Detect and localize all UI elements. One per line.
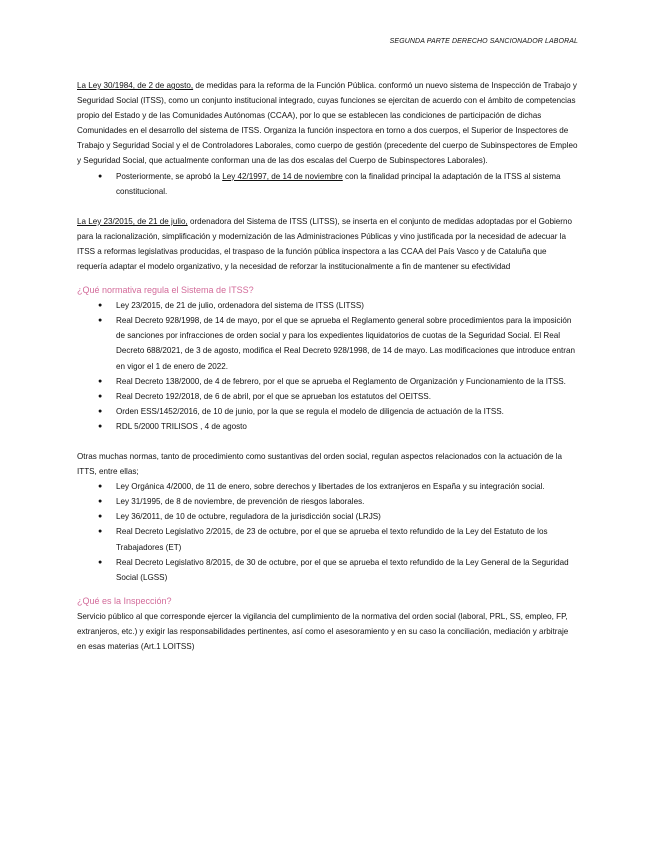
- list-item: ● Orden ESS/1452/2016, de 10 de junio, por la que se regula el modelo de diligencia de actuación de la ITSS.: [77, 404, 578, 419]
- list-item: ● Ley Orgánica 4/2000, de 11 de enero, sobre derechos y libertades de los extranjeros en España y su integración social.: [77, 479, 578, 494]
- running-header: SEGUNDA PARTE DERECHO SANCIONADOR LABORAL: [389, 38, 578, 45]
- paragraph-otras-normas: Otras muchas normas, tanto de procedimiento como sustantivas del orden social, regulan aspectos relacionados con la actuación de la ITTS, entre ellas;: [77, 451, 562, 477]
- list-item: ● Ley 36/2011, de 10 de octubre, reguladora de la jurisdicción social (LRJS): [77, 509, 578, 524]
- spacer: [77, 199, 578, 214]
- list-item-text: con la finalidad principal la adaptación de la ITSS al sistema constitucional.: [116, 171, 561, 196]
- list-item: ● RDL 5/2000 TRILISOS , 4 de agosto: [77, 419, 578, 434]
- law-reference: La Ley 23/2015, de 21 de julio,: [77, 216, 188, 226]
- section-heading-inspeccion: ¿Qué es la Inspección?: [77, 595, 172, 606]
- list-item: ● Ley 31/1995, de 8 de noviembre, de prevención de riesgos laborales.: [77, 494, 578, 509]
- law-reference: La Ley 30/1984, de 2 de agosto,: [77, 81, 194, 90]
- list-item: ● Ley 23/2015, de 21 de julio, ordenadora del sistema de ITSS (LITSS): [77, 298, 578, 313]
- law-reference: Ley 42/1997, de 14 de noviembre: [222, 171, 343, 181]
- otras-normas-list: [77, 479, 578, 585]
- list-item-text: Posteriormente, se aprobó la: [116, 171, 223, 181]
- list-item: ● Real Decreto Legislativo 8/2015, de 30 de octubre, por el que se aprueba el texto refundido de la Ley General de la Seguridad Social (LGSS): [77, 555, 578, 585]
- list-item: [77, 169, 578, 199]
- spacer: [77, 585, 578, 594]
- list-item: ● Real Decreto 928/1998, de 14 de mayo, por el que se aprueba el Reglamento general sobre procedimientos para la imposición de sanciones por infracciones de orden social y para los expedientes liquidatorios de cuotas de la Seguridad Social. El Real Decreto 688/2021, de 3 de agosto, modifica el Real Decreto 928/1998, de 14 de mayo. Las modificaciones que introduce entran en vigor el 1 de enero de 2022.: [77, 313, 578, 373]
- bullet-list-ley-42-1997: [77, 169, 578, 199]
- document-body: [77, 78, 578, 654]
- paragraph-ley-30-1984: [77, 78, 578, 169]
- paragraph-ley-23-2015: [77, 214, 578, 274]
- spacer: [77, 274, 578, 283]
- spacer: [77, 434, 578, 449]
- list-item: ● Real Decreto 138/2000, de 4 de febrero, por el que se aprueba el Reglamento de Organización y Funcionamiento de la ITSS.: [77, 374, 578, 389]
- paragraph-text: ordenadora del Sistema de ITSS (LITSS), se inserta en el conjunto de medidas adoptadas por el Gobierno para la racionalización, simplificación y modernización de las Administraciones Públicas y vino justificada por la necesidad de adecuar la ITSS a reformas legislativas producidas, el traspaso de la función pública inspectora a las CCAA del País Vasco y de Cataluña que requería adaptar el modelo organizativo, y la necesidad de reforzar la institucionalmente a fin de mantener su efectividad: [77, 216, 572, 272]
- normativa-list: [77, 298, 578, 434]
- section-heading-normativa: ¿Qué normativa regula el Sistema de ITSS?: [77, 285, 254, 296]
- paragraph-inspeccion: Servicio público al que corresponde ejercer la vigilancia del cumplimiento de la normativa del orden social (laboral, PRL, SS, empleo, FP, extranjeros, etc.) y exigir las responsabilidades pertinentes, así como el asesoramiento y en su caso la conciliación, mediación y arbitraje en esas materias (Art.1 LOITSS): [77, 611, 569, 651]
- list-item: ● Real Decreto 192/2018, de 6 de abril, por el que se aprueban los estatutos del OEITSS.: [77, 389, 578, 404]
- paragraph-text: de medidas para la reforma de la Función Pública. conformó un nuevo sistema de Inspección de Trabajo y Seguridad Social (ITSS), como un conjunto institucional integrado, cuyas funciones se ejercitan de acuerdo con el ámbito de competencias propio del Estado y de las Comunidades Autónomas (CCAA), por lo que se establecen las condiciones de participación de dichas Comunidades en el desarrollo del sistema de ITSS. Organiza la función inspectora en torno a dos cuerpos, el Superior de Inspectores de Trabajo y Seguridad Social y el de Controladores Laborales, como cuerpo de gestión (precedente del cuerpo de Subinspectores de Empleo y Seguridad Social, que actualmente conforman una de las dos escalas del Cuerpo de Subinspectores Laborales).: [77, 81, 578, 166]
- list-item: ● Real Decreto Legislativo 2/2015, de 23 de octubre, por el que se aprueba el texto refundido de la Ley del Estatuto de los Trabajadores (ET): [77, 524, 578, 554]
